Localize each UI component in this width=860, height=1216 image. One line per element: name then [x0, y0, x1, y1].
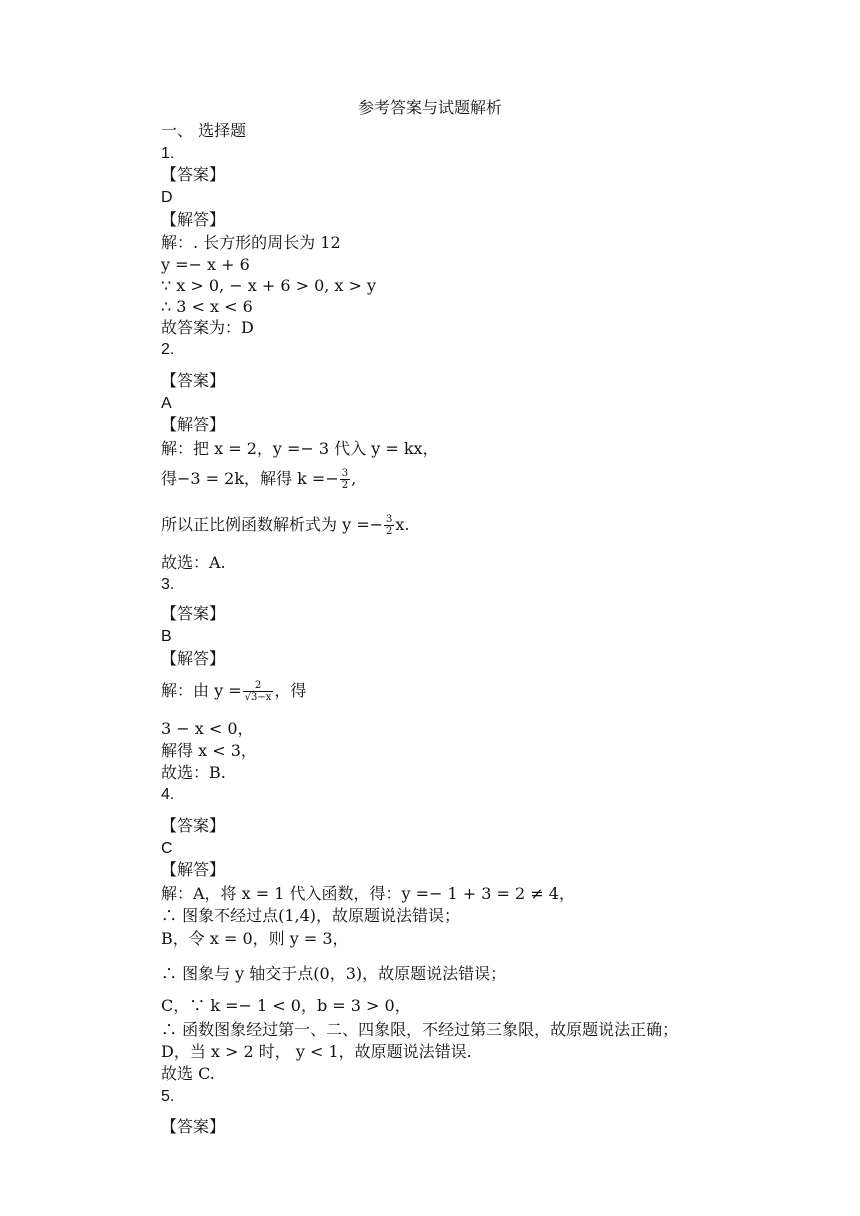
solution-line: ∵ x > 0, − x + 6 > 0, x > y — [161, 276, 377, 295]
solution-line: 解得 x < 3， — [161, 741, 257, 760]
solution-line: C，∵ k =− 1 < 0，b = 3 > 0， — [161, 996, 411, 1015]
solution-line: 故选：B. — [161, 763, 226, 782]
solution-line: ∴ 图象不经过点(1,4)，故原题说法错误； — [161, 906, 461, 925]
answer-tag: 【答案】 — [161, 1117, 226, 1136]
solution-line-fraction — [161, 680, 306, 703]
answer-value: C — [161, 840, 173, 857]
solution-tag: 【解答】 — [161, 860, 226, 879]
text-segment: 所以正比例函数解析式为 y =− — [161, 515, 384, 534]
page-title: 参考答案与试题解析 — [357, 98, 502, 117]
solution-line: B，令 x = 0，则 y = 3， — [161, 929, 349, 948]
solution-line: y =− x + 6 — [161, 255, 250, 274]
solution-tag: 【解答】 — [161, 649, 226, 668]
solution-line: ∴ 函数图象经过第一、二、四象限，不经过第三象限，故原题说法正确； — [161, 1020, 679, 1039]
fraction — [384, 514, 394, 537]
text-segment: ，得 — [274, 681, 307, 700]
fraction-numerator: 3 — [386, 514, 393, 525]
solution-line: 故答案为：D — [161, 318, 254, 337]
solution-tag: 【解答】 — [161, 415, 226, 434]
fraction-denominator: 2 — [386, 526, 393, 537]
solution-line-fraction — [161, 514, 410, 537]
solution-tag: 【解答】 — [161, 210, 226, 229]
text-segment: , — [351, 469, 357, 488]
answer-value: D — [161, 189, 173, 206]
sqrt-symbol: √ — [244, 692, 251, 703]
fraction-numerator: 3 — [341, 468, 349, 479]
answer-tag: 【答案】 — [161, 816, 226, 835]
solution-line: ∴ 3 < x < 6 — [161, 297, 253, 316]
fraction-denominator — [243, 691, 274, 703]
solution-line: 故选：A. — [161, 553, 226, 572]
answer-tag: 【答案】 — [161, 165, 226, 184]
solution-line: D，当 x > 2 时， y < 1，故原题说法错误. — [161, 1042, 472, 1061]
fraction-denominator: 2 — [341, 480, 349, 491]
question-number: 4. — [161, 786, 175, 803]
solution-line: ∴ 图象与 y 轴交于点(0，3)，故原题说法错误； — [161, 964, 507, 983]
answer-tag: 【答案】 — [161, 604, 226, 623]
text-segment: x. — [395, 515, 410, 534]
text-segment: 解：由 y = — [161, 681, 242, 700]
text-segment: 得−3 = 2k，解得 k =− — [161, 469, 339, 488]
solution-line-fraction — [161, 468, 356, 491]
fraction — [340, 468, 350, 491]
fraction — [243, 680, 274, 703]
answer-value: B — [161, 628, 172, 645]
question-number: 2. — [161, 341, 175, 358]
solution-line: 解：A，将 x = 1 代入函数，得：y =− 1 + 3 = 2 ≠ 4， — [161, 884, 575, 903]
fraction-numerator: 2 — [254, 680, 262, 691]
answer-value: A — [161, 395, 172, 412]
question-number: 1. — [161, 145, 175, 162]
solution-line: 3 − x < 0， — [161, 719, 254, 738]
solution-line: 解：. 长方形的周长为 12 — [161, 233, 341, 252]
question-number: 3. — [161, 576, 175, 593]
answer-tag: 【答案】 — [161, 371, 226, 390]
section-heading: 一、 选择题 — [161, 121, 247, 140]
question-number: 5. — [161, 1088, 175, 1105]
solution-line: 故选 C. — [161, 1064, 215, 1083]
solution-line: 解：把 x = 2，y =− 3 代入 y = kx， — [161, 439, 439, 458]
sqrt-radicand: 3−x — [251, 692, 272, 703]
